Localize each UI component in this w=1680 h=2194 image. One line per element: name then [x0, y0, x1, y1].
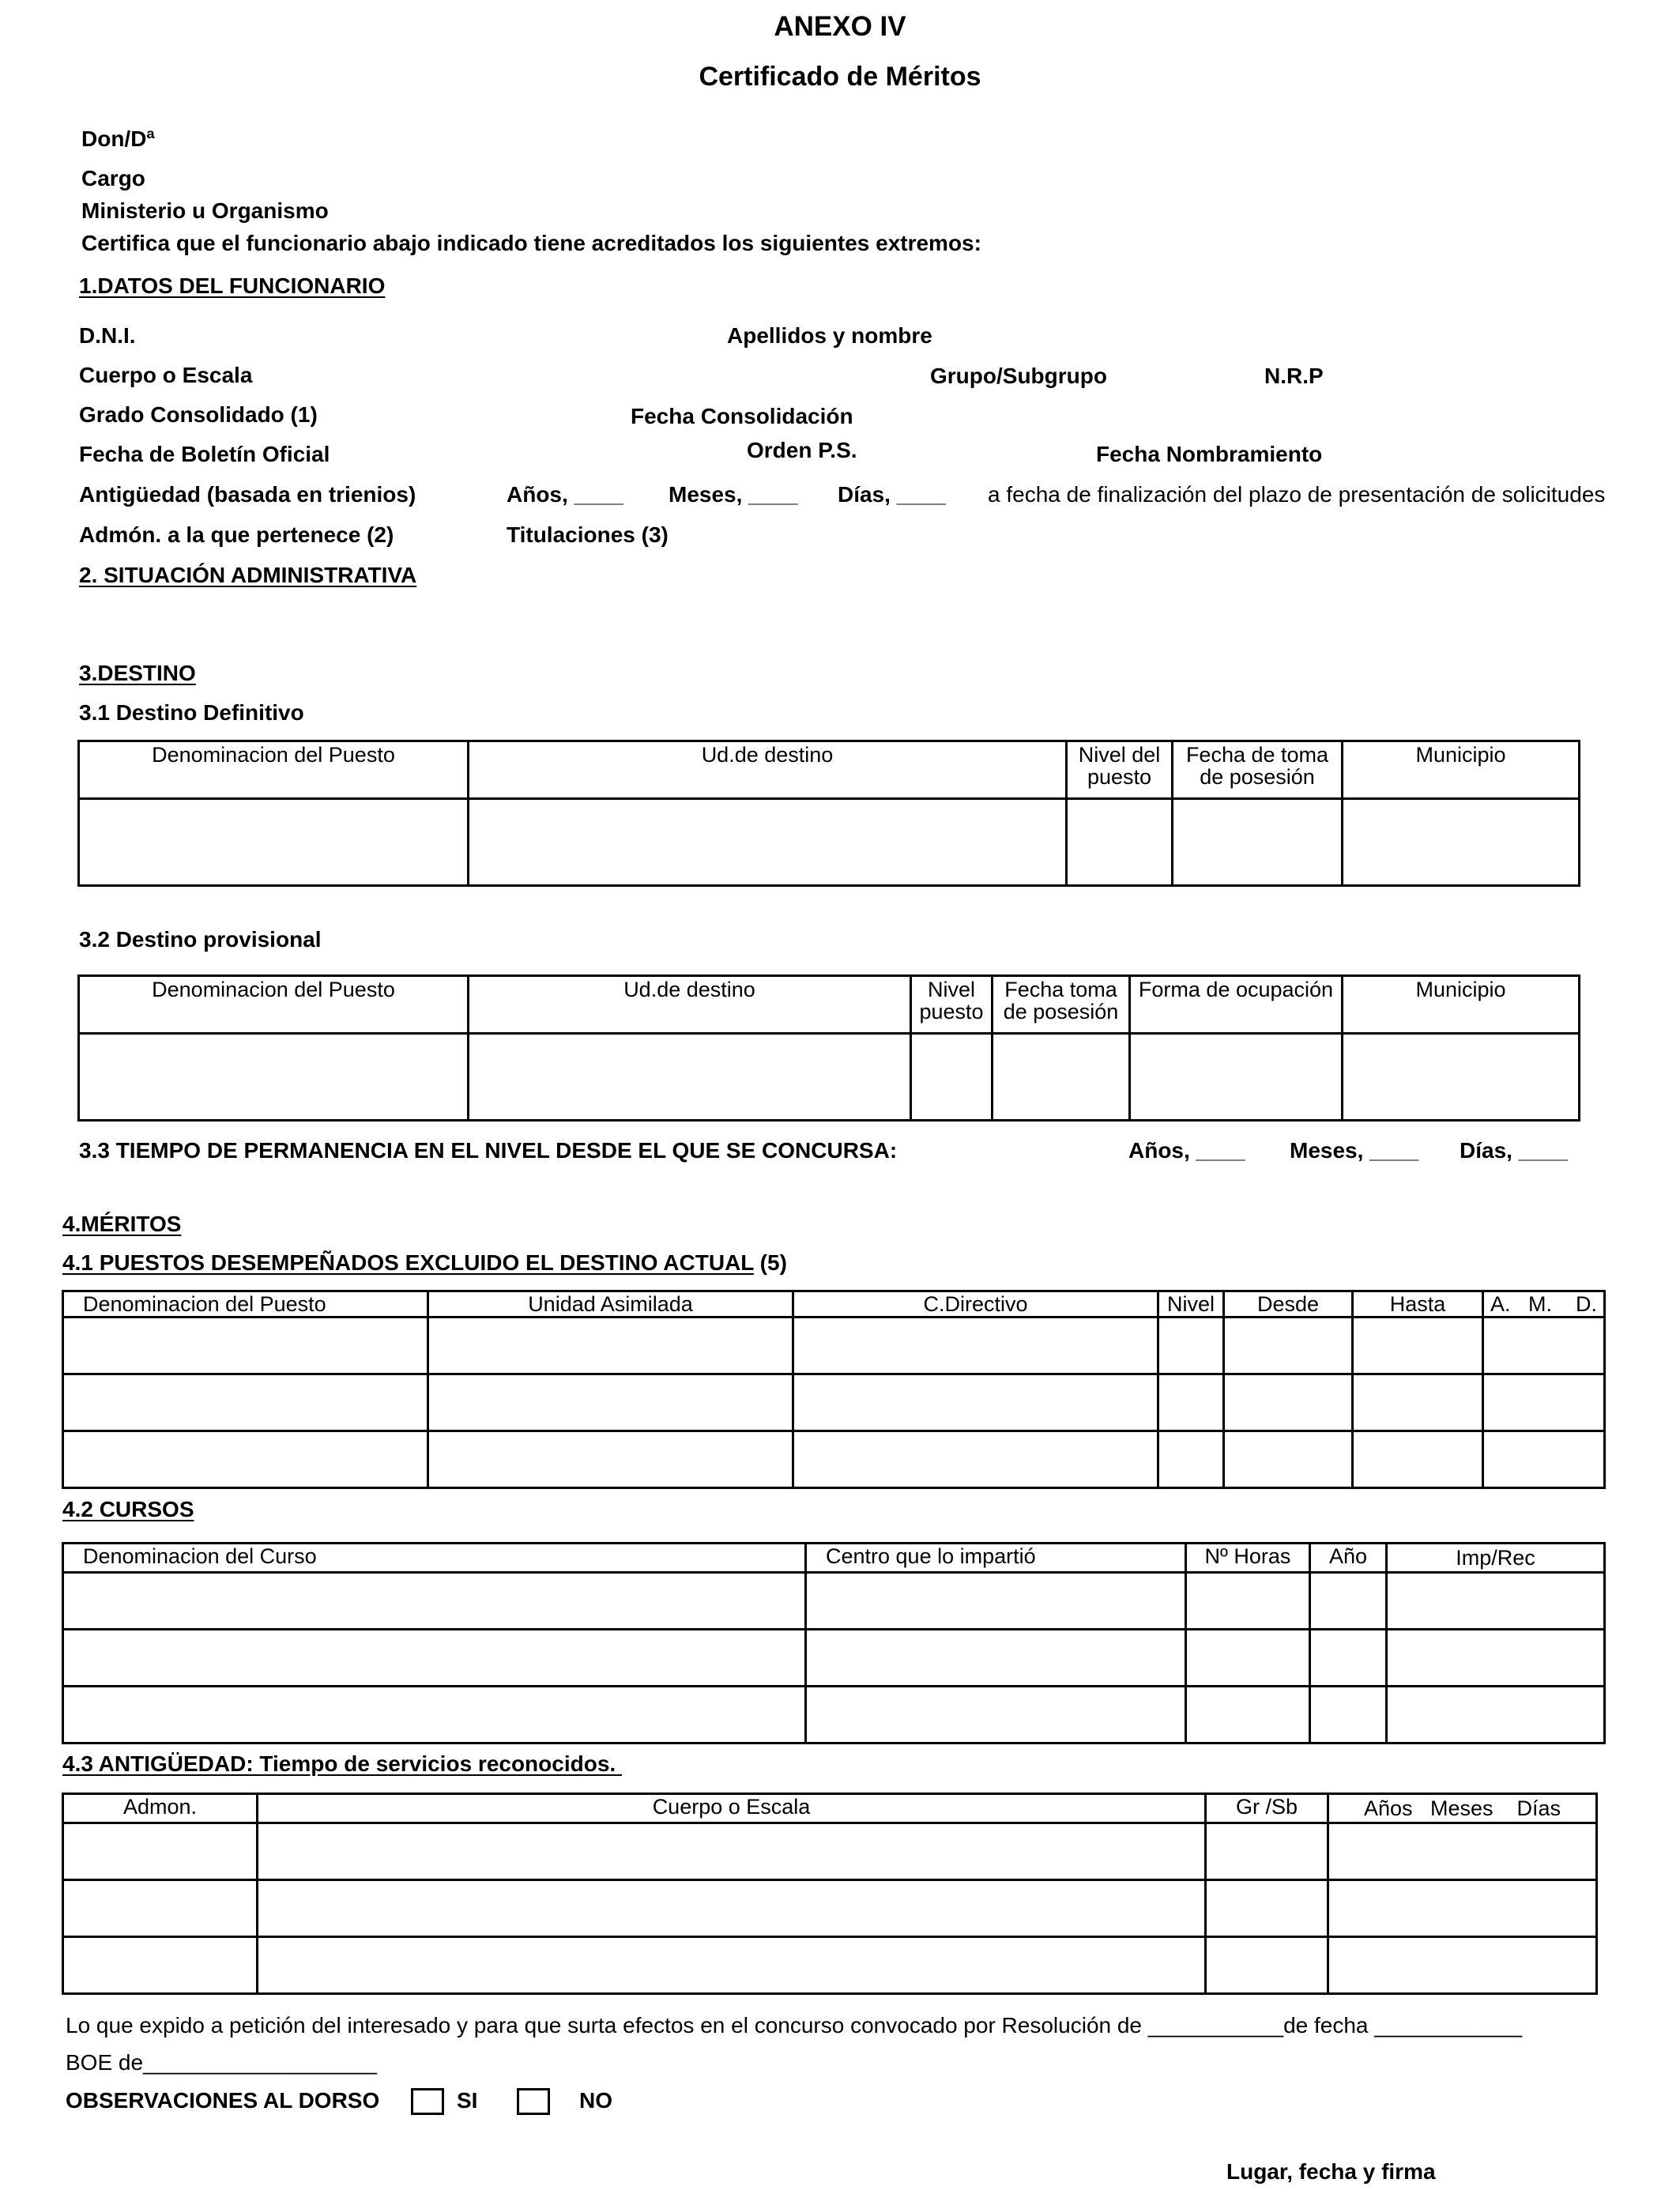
table-cell[interactable]: [1186, 1573, 1310, 1630]
puestos-table: [62, 1290, 1606, 1489]
table-cell[interactable]: [1206, 1880, 1328, 1937]
col-header-denominacion: Denominacion del Puesto: [63, 1291, 428, 1318]
col-header-municipio: Municipio: [1343, 976, 1580, 1034]
table-cell[interactable]: [63, 1630, 806, 1687]
section-3-title: 3.DESTINO: [79, 661, 196, 685]
table-cell[interactable]: [1186, 1687, 1310, 1744]
table-cell[interactable]: [1328, 1937, 1597, 1994]
permanencia-dias: Días, ____: [1460, 1138, 1568, 1163]
antiguedad-meses: Meses, ____: [669, 482, 798, 507]
section-1-title: 1.DATOS DEL FUNCIONARIO: [79, 273, 386, 298]
table-row: [63, 1687, 1605, 1744]
a-fecha-text: a fecha de finalización del plazo de presentación de solicitudes: [988, 482, 1606, 507]
titulaciones-label: Titulaciones (3): [507, 522, 669, 547]
certifica-text: Certifica que el funcionario abajo indicado tiene acreditados los siguientes extremos:: [81, 231, 981, 255]
table-cell[interactable]: [1310, 1573, 1387, 1630]
col-header-admon: Admon.: [63, 1794, 258, 1823]
antiguedad-table: [62, 1793, 1598, 1995]
fecha-boletin-label: Fecha de Boletín Oficial: [79, 442, 330, 466]
nrp-label: N.R.P: [1264, 364, 1324, 388]
col-header-centro: Centro que lo impartió: [806, 1544, 1186, 1573]
table-cell[interactable]: [1343, 799, 1580, 886]
col-header-hasta: Hasta: [1353, 1291, 1483, 1318]
table-cell[interactable]: [1483, 1318, 1605, 1374]
table-cell[interactable]: [469, 1034, 911, 1121]
table-cell[interactable]: [1186, 1630, 1310, 1687]
table-cell[interactable]: [63, 1573, 806, 1630]
permanencia-label: 3.3 TIEMPO DE PERMANENCIA EN EL NIVEL DESDE EL QUE SE CONCURSA:: [79, 1138, 898, 1163]
no-checkbox[interactable]: [517, 2088, 550, 2115]
permanencia-meses: Meses, ____: [1290, 1138, 1419, 1163]
col-header-cuerpo: Cuerpo o Escala: [258, 1794, 1206, 1823]
col-header-nivel: Nivel: [1158, 1291, 1224, 1318]
col-header-denominacion: Denominacion del Puesto: [79, 741, 469, 799]
col-header-nivel: Nivel puesto: [911, 976, 993, 1034]
table-cell[interactable]: [63, 1937, 258, 1994]
col-header-denominacion: Denominacion del Puesto: [79, 976, 469, 1034]
table-cell[interactable]: [428, 1318, 793, 1374]
fecha-nombramiento-label: Fecha Nombramiento: [1096, 442, 1323, 466]
table-cell[interactable]: [1387, 1573, 1605, 1630]
col-header-tiempo: Años Meses Días: [1328, 1794, 1597, 1823]
table-cell[interactable]: [79, 1034, 469, 1121]
table-row: [63, 1630, 1605, 1687]
cursos-title: 4.2 CURSOS: [62, 1497, 194, 1521]
col-header-amd: A. M. D.: [1483, 1291, 1605, 1318]
fecha-consolidacion-label: Fecha Consolidación: [631, 404, 853, 428]
col-header-ud-destino: Ud.de destino: [469, 741, 1067, 799]
don-label: Don/Dª: [81, 126, 155, 151]
table-row: [63, 1937, 1597, 1994]
col-header-imp-rec: Imp/Rec: [1387, 1544, 1605, 1573]
table-cell[interactable]: [793, 1431, 1158, 1488]
col-header-nivel: Nivel del puesto: [1067, 741, 1173, 799]
table-row: [79, 799, 1580, 886]
table-cell[interactable]: [63, 1374, 428, 1431]
antiguedad-anos: Años, ____: [507, 482, 623, 507]
table-cell[interactable]: [1387, 1687, 1605, 1744]
boe-text: BOE de___________________: [66, 2050, 377, 2075]
ministerio-label: Ministerio u Organismo: [81, 198, 329, 223]
firma-label: Lugar, fecha y firma: [1226, 2159, 1436, 2184]
page-subtitle: Certificado de Méritos: [699, 62, 981, 92]
cargo-label: Cargo: [81, 166, 145, 190]
table-cell[interactable]: [63, 1823, 258, 1880]
table-cell[interactable]: [793, 1374, 1158, 1431]
table-cell[interactable]: [1310, 1630, 1387, 1687]
table-cell[interactable]: [1158, 1374, 1224, 1431]
puestos-title: [62, 1250, 787, 1276]
col-header-unidad: Unidad Asimilada: [428, 1291, 793, 1318]
table-cell[interactable]: [1224, 1431, 1353, 1488]
table-cell[interactable]: [258, 1937, 1206, 1994]
col-header-municipio: Municipio: [1343, 741, 1580, 799]
antiguedad-servicios-title: 4.3 ANTIGÜEDAD: Tiempo de servicios reconocidos.: [62, 1751, 622, 1776]
cuerpo-label: Cuerpo o Escala: [79, 363, 253, 387]
observaciones-label: OBSERVACIONES AL DORSO: [66, 2088, 380, 2113]
cursos-table: [62, 1542, 1606, 1744]
table-row: [63, 1374, 1605, 1431]
table-cell[interactable]: [1310, 1687, 1387, 1744]
table-cell[interactable]: [1224, 1318, 1353, 1374]
table-cell[interactable]: [993, 1034, 1130, 1121]
table-cell[interactable]: [806, 1630, 1186, 1687]
table-cell[interactable]: [1130, 1034, 1343, 1121]
col-header-forma-ocupacion: Forma de ocupación: [1130, 976, 1343, 1034]
destino-definitivo-table: [77, 740, 1580, 887]
table-cell[interactable]: [258, 1823, 1206, 1880]
col-header-ano: Año: [1310, 1544, 1387, 1573]
table-cell[interactable]: [1353, 1431, 1483, 1488]
table-cell[interactable]: [428, 1431, 793, 1488]
permanencia-anos: Años, ____: [1128, 1138, 1245, 1163]
table-cell[interactable]: [1328, 1880, 1597, 1937]
admon-label: Admón. a la que pertenece (2): [79, 522, 394, 547]
table-row: [63, 1318, 1605, 1374]
col-header-cdirectivo: C.Directivo: [793, 1291, 1158, 1318]
table-cell[interactable]: [428, 1374, 793, 1431]
si-label: SI: [457, 2088, 478, 2113]
table-cell[interactable]: [1483, 1431, 1605, 1488]
section-4-title: 4.MÉRITOS: [62, 1212, 182, 1236]
table-cell[interactable]: [1224, 1374, 1353, 1431]
table-cell[interactable]: [469, 799, 1067, 886]
grado-label: Grado Consolidado (1): [79, 402, 318, 427]
antiguedad-dias: Días, ____: [838, 482, 946, 507]
table-row: [63, 1880, 1597, 1937]
table-cell[interactable]: [63, 1431, 428, 1488]
destino-provisional-table: [77, 974, 1580, 1122]
grupo-label: Grupo/Subgrupo: [930, 364, 1107, 388]
table-row: [63, 1573, 1605, 1630]
col-header-horas: Nº Horas: [1186, 1544, 1310, 1573]
puestos-title-suffix: (5): [753, 1250, 787, 1275]
section-2-title: 2. SITUACIÓN ADMINISTRATIVA: [79, 563, 417, 587]
si-checkbox[interactable]: [411, 2088, 444, 2115]
destino-definitivo-title: 3.1 Destino Definitivo: [79, 700, 304, 725]
antiguedad-label: Antigüedad (basada en trienios): [79, 482, 416, 507]
table-row: [63, 1823, 1597, 1880]
table-cell[interactable]: [1353, 1318, 1483, 1374]
col-header-ud-destino: Ud.de destino: [469, 976, 911, 1034]
table-row: [63, 1431, 1605, 1488]
col-header-denominacion-curso: Denominacion del Curso: [63, 1544, 806, 1573]
apellidos-label: Apellidos y nombre: [727, 323, 932, 348]
table-cell[interactable]: [1067, 799, 1173, 886]
page-title: ANEXO IV: [774, 11, 906, 42]
puestos-title-text: 4.1 PUESTOS DESEMPEÑADOS EXCLUIDO EL DESTINO ACTUAL: [62, 1250, 754, 1275]
table-cell[interactable]: [1206, 1937, 1328, 1994]
table-cell[interactable]: [806, 1573, 1186, 1630]
table-cell[interactable]: [1483, 1374, 1605, 1431]
destino-provisional-title: 3.2 Destino provisional: [79, 927, 322, 952]
table-cell[interactable]: [911, 1034, 993, 1121]
table-cell[interactable]: [1387, 1630, 1605, 1687]
table-cell[interactable]: [1158, 1318, 1224, 1374]
table-cell[interactable]: [258, 1880, 1206, 1937]
table-cell[interactable]: [1173, 799, 1343, 886]
col-header-desde: Desde: [1224, 1291, 1353, 1318]
expido-text: Lo que expido a petición del interesado y para que surta efectos en el concurso convocado por Resolución de ___________de fecha ____________: [66, 2013, 1523, 2038]
col-header-fecha-posesion: Fecha de toma de posesión: [1173, 741, 1343, 799]
table-cell[interactable]: [79, 799, 469, 886]
table-cell[interactable]: [793, 1318, 1158, 1374]
col-header-grsb: Gr /Sb: [1206, 1794, 1328, 1823]
table-cell[interactable]: [63, 1687, 806, 1744]
orden-label: Orden P.S.: [747, 438, 857, 462]
table-cell[interactable]: [1206, 1823, 1328, 1880]
table-row: [79, 1034, 1580, 1121]
dni-label: D.N.I.: [79, 323, 136, 348]
table-cell[interactable]: [63, 1880, 258, 1937]
table-cell[interactable]: [1158, 1431, 1224, 1488]
col-header-fecha-posesion: Fecha toma de posesión: [993, 976, 1130, 1034]
table-cell[interactable]: [1343, 1034, 1580, 1121]
table-cell[interactable]: [1353, 1374, 1483, 1431]
no-label: NO: [579, 2088, 612, 2113]
table-cell[interactable]: [63, 1318, 428, 1374]
table-cell[interactable]: [806, 1687, 1186, 1744]
table-cell[interactable]: [1328, 1823, 1597, 1880]
